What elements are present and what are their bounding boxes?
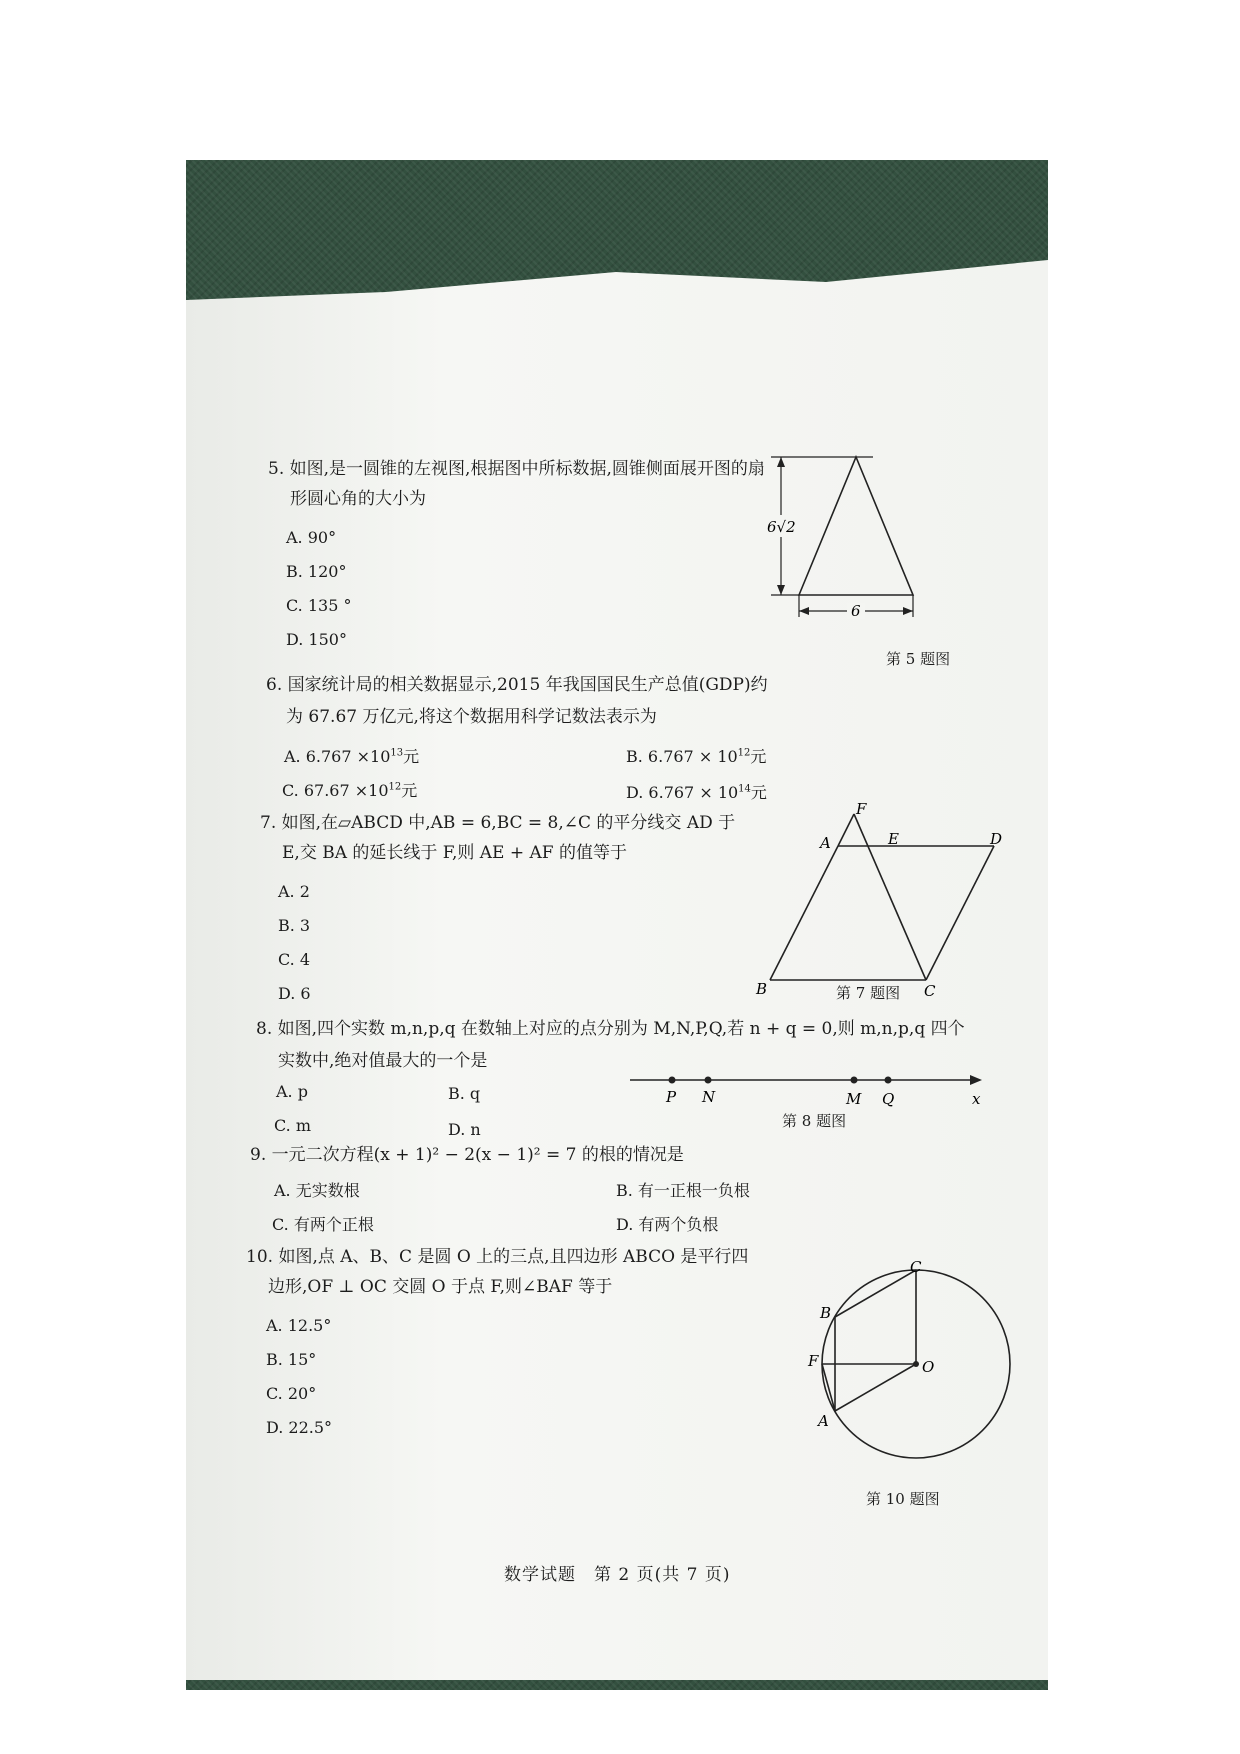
q10-label-a: A — [818, 1412, 829, 1430]
q8-label-n: N — [702, 1088, 716, 1106]
q10-segment-fa — [822, 1364, 835, 1411]
q5-cone-outline — [799, 457, 913, 595]
q5-arrow-up — [777, 457, 785, 467]
q5-text-line1: 5. 如图,是一圆锥的左视图,根据图中所标数据,圆锥侧面展开图的扇 — [268, 459, 765, 479]
q5-option-d: D. 150° — [286, 630, 347, 649]
q7-label-c: C — [924, 982, 936, 1000]
q10-segment-cb — [835, 1270, 916, 1317]
q6-option-d: D. $6.767 \times 10^{14}$元 — [626, 783, 767, 802]
q6-option-b: B. $6.767 \times 10^{12}$元 — [626, 747, 767, 766]
q7-label-a: A — [820, 834, 831, 852]
q9-option-b: B. 有一正根一负根 — [616, 1181, 750, 1200]
q8-point-m — [851, 1077, 858, 1084]
q7-segment-cd — [926, 846, 994, 980]
q8-point-p — [669, 1077, 676, 1084]
photo-background — [186, 160, 1048, 1690]
q8-text-line2: 实数中,绝对值最大的一个是 — [278, 1051, 488, 1071]
q7-text-line2: E,交 BA 的延长线于 F,则 AE + AF 的值等于 — [282, 843, 627, 863]
q8-label-p: P — [666, 1088, 677, 1106]
q10-text-line1: 10. 如图,点 A、B、C 是圆 O 上的三点,且四边形 ABCO 是平行四 — [246, 1247, 749, 1267]
q6-text-line2: 为 67.67 万亿元,将这个数据用科学记数法表示为 — [286, 707, 657, 727]
q10-option-d: D. 22.5° — [266, 1418, 333, 1437]
q7-label-f: F — [856, 800, 867, 818]
q6-option-c: C. $67.67 \times 10^{12}$元 — [282, 781, 418, 800]
q9-option-c: C. 有两个正根 — [272, 1215, 374, 1234]
q7-segment-af — [838, 814, 854, 846]
q5-text-line2: 形圆心角的大小为 — [290, 489, 426, 509]
q7-option-b: B. 3 — [278, 916, 311, 935]
q10-label-o: O — [922, 1358, 935, 1376]
q8-point-n — [705, 1077, 712, 1084]
q7-label-b: B — [756, 980, 768, 998]
q10-segment-ao — [835, 1364, 916, 1411]
q7-segment-ba — [770, 846, 838, 980]
q7-parallelogram-figure — [746, 800, 1006, 1000]
q9-option-a: A. 无实数根 — [274, 1181, 360, 1200]
q10-center-dot — [913, 1361, 919, 1367]
q8-label-m: M — [846, 1090, 862, 1108]
q5-height-label: 6√2 — [767, 518, 796, 536]
q7-text-line1: 7. 如图,在▱ABCD 中,AB = 6,BC = 8,∠C 的平分线交 AD 于 — [260, 813, 736, 833]
q8-label-q: Q — [882, 1090, 895, 1108]
q10-label-b: B — [820, 1304, 832, 1322]
q7-label-d: D — [990, 830, 1003, 848]
q8-option-c: C. m — [274, 1116, 312, 1135]
q8-axis-arrow — [970, 1075, 982, 1085]
q7-option-c: C. 4 — [278, 950, 311, 969]
q10-text-line2: 边形,OF ⊥ OC 交圆 O 于点 F,则∠BAF 等于 — [268, 1277, 613, 1297]
q8-option-b: B. q — [448, 1084, 481, 1103]
q7-label-e: E — [888, 830, 899, 848]
q5-option-b: B. 120° — [286, 562, 347, 581]
q6-text-line1: 6. 国家统计局的相关数据显示,2015 年我国国民生产总值(GDP)约 — [266, 675, 768, 695]
q5-cone-figure — [761, 455, 961, 630]
q8-number-line — [626, 1060, 986, 1110]
q10-option-a: A. 12.5° — [266, 1316, 332, 1335]
q7-option-d: D. 6 — [278, 984, 311, 1003]
q9-option-d: D. 有两个负根 — [616, 1215, 719, 1234]
q5-option-a: A. 90° — [286, 528, 337, 547]
q5-arrow-down — [777, 585, 785, 595]
q8-point-q — [885, 1077, 892, 1084]
q8-label-x: x — [972, 1090, 981, 1108]
q10-label-f: F — [808, 1352, 819, 1370]
q5-arrow-right — [903, 607, 913, 615]
q9-text-line1: 9. 一元二次方程(x + 1)² − 2(x − 1)² = 7 的根的情况是 — [250, 1145, 684, 1165]
q10-option-b: B. 15° — [266, 1350, 317, 1369]
q10-option-c: C. 20° — [266, 1384, 317, 1403]
q7-option-a: A. 2 — [278, 882, 310, 901]
q8-figure-caption: 第 8 题图 — [782, 1112, 847, 1130]
q5-figure-caption: 第 5 题图 — [886, 650, 951, 668]
q10-circle-figure — [786, 1260, 1016, 1480]
q5-option-c: C. 135 ° — [286, 596, 352, 615]
q8-text-line1: 8. 如图,四个实数 m,n,p,q 在数轴上对应的点分别为 M,N,P,Q,若 n + q = 0,则 m,n,p,q 四个 — [256, 1019, 965, 1039]
exam-sheet — [186, 160, 1048, 1690]
q6-option-a: A. $6.767 \times 10^{13}$元 — [284, 747, 420, 766]
q5-arrow-left — [799, 607, 809, 615]
q5-base-label: 6 — [851, 602, 861, 620]
q10-label-c: C — [910, 1260, 922, 1276]
page-footer: 数学试题 第 2 页(共 7 页) — [504, 1565, 731, 1585]
q7-figure-caption: 第 7 题图 — [836, 984, 901, 1002]
q8-option-a: A. p — [276, 1082, 308, 1101]
q8-option-d: D. n — [448, 1120, 481, 1139]
q10-figure-caption: 第 10 题图 — [866, 1490, 940, 1508]
